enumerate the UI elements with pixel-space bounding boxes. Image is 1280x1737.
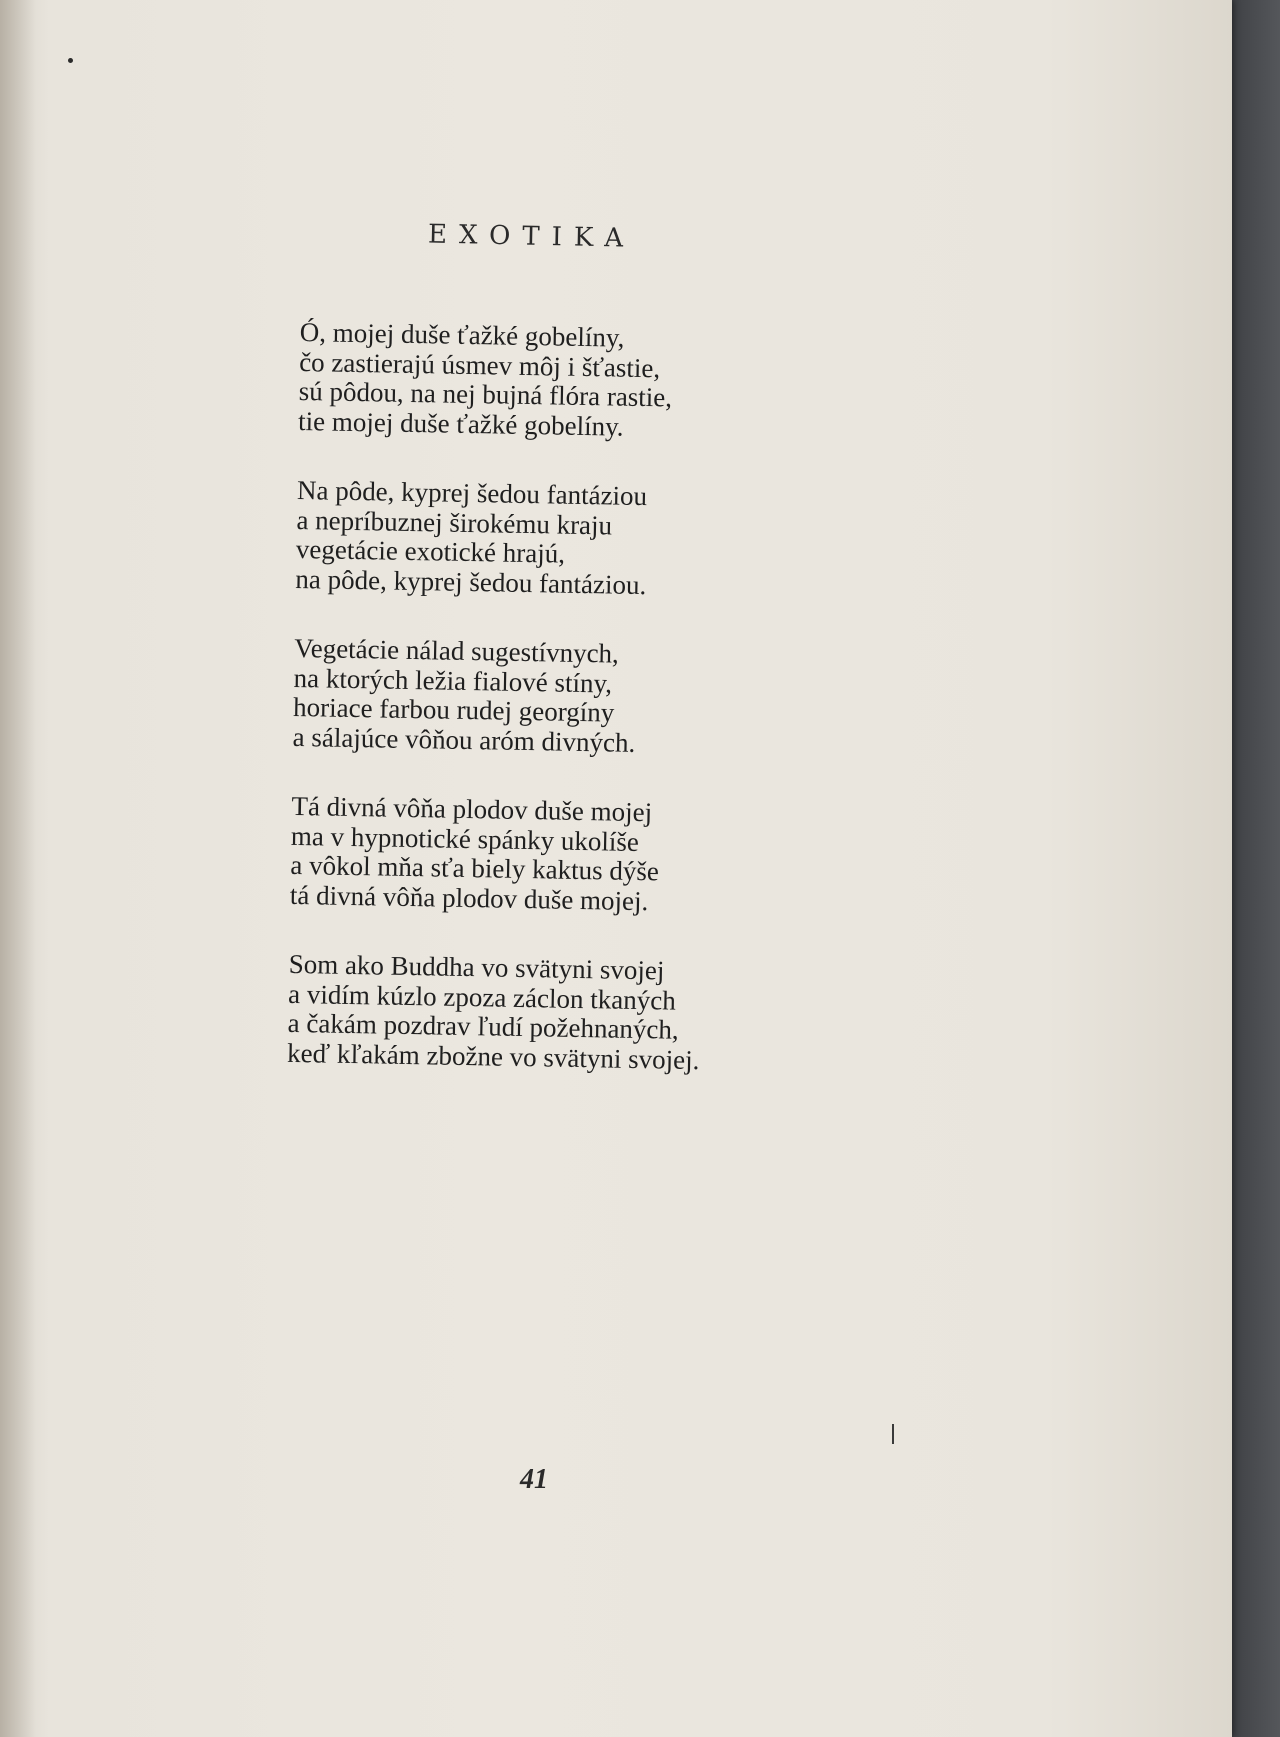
poem-line: a sálajúce vôňou aróm divných. [292,721,636,758]
poem-line: čo zastierajú úsmev môj i šťastie, [298,346,661,383]
poem-line: ma v hypnotické spánky ukolíše [290,820,640,857]
stanza [298,318,820,445]
poem-line: sú pôdou, na nej bujná flóra rastie, [298,375,673,413]
poem-line: tie mojej duše ťažké gobelíny. [297,405,624,442]
poem-title: EXOTIKA [427,219,636,254]
poem-line: Som ako Buddha vo svätyni svojej [288,948,665,986]
poem-body [286,318,820,1117]
poem-line: horiace farbou rudej georgíny [292,691,615,728]
stanza [295,476,817,603]
poem-line: vegetácie exotické hrajú, [295,533,566,569]
poem-line: keď kľakám zbožne vo svätyni svojej. [286,1037,700,1075]
page-number: 41 [520,1464,548,1495]
poem-line: a vidím kúzlo zpoza záclon tkaných [287,978,677,1016]
stanza [290,792,812,919]
page-gutter-shadow [0,0,36,1737]
poem-line: Vegetácie nálad sugestívnych, [293,632,620,669]
ink-mark [892,1424,894,1444]
stanza [292,634,814,761]
poem-line: a nepríbuznej širokému kraju [296,504,613,540]
poem-line: a čakám pozdrav ľudí požehnaných, [287,1007,679,1045]
ink-dot [68,58,73,63]
poem-line: Na pôde, kyprej šedou fantáziou [296,474,648,512]
poem-line: tá divná vôňa plodov duše mojej. [289,879,649,916]
poem-line: a vôkol mňa sťa biely kaktus dýše [290,849,660,887]
poem-line: Tá divná vôňa plodov duše mojej [291,790,653,828]
poem-line: Ó, mojej duše ťažké gobelíny, [299,317,625,353]
poem-line: na pôde, kyprej šedou fantáziou. [295,563,647,600]
poem-line: na ktorých ležia fialové stíny, [293,662,613,698]
stanza [287,950,809,1077]
